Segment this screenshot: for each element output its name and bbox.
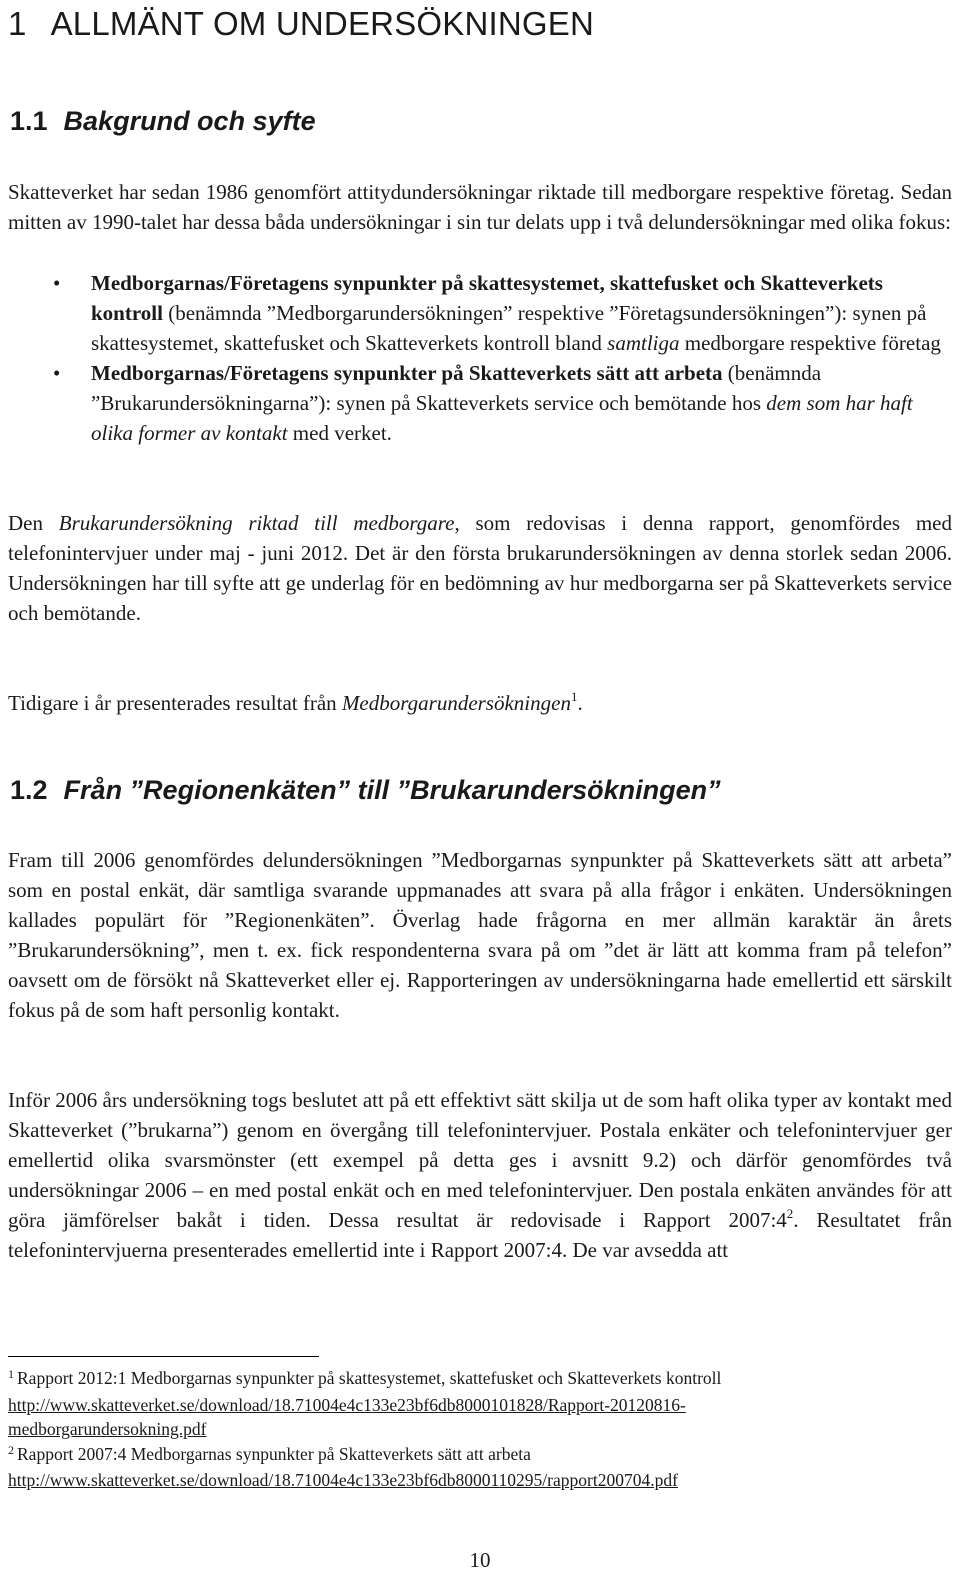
- section-title: Från ”Regionenkäten” till ”Brukarundersökningen”: [63, 775, 721, 805]
- footnote-link-1-cont[interactable]: medborgarundersokning.pdf: [8, 1419, 207, 1439]
- bullet-text-end: med verket.: [287, 421, 392, 445]
- text-run: Tidigare i år presenterades resultat från: [8, 691, 342, 715]
- emphasis: Medborgarundersökningen: [341, 691, 571, 715]
- footnote-mark: 1: [8, 1367, 14, 1381]
- bullet-icon: •: [53, 361, 61, 385]
- footnote-1-link-cont: [8, 1417, 908, 1442]
- section-number: 1.1: [10, 106, 48, 136]
- section-title: Bakgrund och syfte: [63, 106, 316, 136]
- list-item: [0, 268, 952, 358]
- section-heading-bakgrund: [10, 104, 316, 138]
- chapter-title: ALLMÄNT OM UNDERSÖKNINGEN: [50, 5, 595, 42]
- bullet-list: [0, 268, 952, 448]
- footnote-divider: [8, 1356, 319, 1357]
- footnote-ref-2: 2: [786, 1206, 794, 1221]
- paragraph-infor-2006: [8, 1085, 952, 1265]
- paragraph-brukarundersokning: [8, 508, 952, 628]
- footnotes: [8, 1366, 908, 1493]
- footnote-2-link: [8, 1468, 908, 1493]
- chapter-number: 1: [8, 5, 27, 42]
- footnote-title: Rapport 2007:4 Medborgarnas synpunkter på Skatteverkets sätt att arbeta: [17, 1443, 531, 1464]
- bullet-text-end: medborgare respektive företag: [679, 331, 941, 355]
- bullet-bold-lead: Medborgarnas/Företagens synpunkter på skattesystemet, skattefusket och Skatteverkets kontroll: [91, 271, 883, 325]
- footnote-2-text: [8, 1442, 908, 1469]
- footnote-1-link: [8, 1393, 908, 1418]
- footnote-link-2[interactable]: http://www.skatteverket.se/download/18.71004e4c133e23bf6db8000110295/rapport200704.pdf: [8, 1470, 678, 1490]
- text-run: , som redovisas i denna rapport, genomfördes med telefonintervjuer under maj - juni 2012. Det är den första brukarundersökningen av denna storlek sedan 2006. Undersökningen har till syfte att ge underlag för en bedömning av hur medborgarna ser på Skatteverkets service och bemötande.: [8, 511, 952, 625]
- footnote-title: Rapport 2012:1 Medborgarnas synpunkter på skattesystemet, skattefusket och Skatteverkets kontroll: [17, 1368, 722, 1388]
- bullet-emphasis: samtliga: [607, 331, 680, 355]
- text-run: Inför 2006 års undersökning togs beslutet att på ett effektivt sätt skilja ut de som haft olika typer av kontakt med Skatteverket (”brukarna”) genom en övergång till telefonintervjuer. Postala enkäter och telefonintervjuer ger emellertid olika svarsmönster (ett exempel på detta ges i avsnitt 9.2) och därför genomfördes två undersökningar 2006 – en med postal enkät och en med telefonintervjuer. Den postala enkäten användes för att göra jämförelser bakåt i tiden. Dessa resultat är redovisade i Rapport 2007:4: [8, 1088, 952, 1232]
- footnote-1-text: [8, 1366, 908, 1393]
- text-run: Den: [8, 511, 59, 535]
- bullet-bold-lead: Medborgarnas/Företagens synpunkter på Skatteverkets sätt att arbeta: [91, 361, 723, 385]
- bullet-emphasis: dem som har haft olika former av kontakt: [91, 391, 913, 445]
- footnote-mark: 2: [8, 1442, 14, 1457]
- footnote-link-1[interactable]: http://www.skatteverket.se/download/18.71004e4c133e23bf6db8000101828/Rapport-20120816-: [8, 1394, 686, 1415]
- paragraph-tidigare: [8, 688, 952, 718]
- bullet-icon: •: [53, 271, 61, 295]
- emphasis: Brukarundersökning riktad till medborgare: [58, 511, 455, 535]
- paragraph-fram-till-2006: Fram till 2006 genomfördes delundersökningen ”Medborgarnas synpunkter på Skatteverkets sätt att arbeta” som en postal enkät, där samtliga svarande uppmanades att svara på alla frågor i enkäten. Undersökningen kallades populärt för ”Regionenkäten”. Överlag hade frågorna en mer allmän karaktär än årets ”Brukarundersökning”, men t. ex. fick respondenterna svara på om ”det är lätt att komma fram på telefon” oavsett om de försökt nå Skatteverket eller ej. Rapporteringen av undersökningarna hade emellertid ett särskilt fokus på de som haft personlig kontakt.: [8, 848, 952, 1022]
- page-number: 10: [469, 1548, 491, 1572]
- list-item: [0, 358, 952, 448]
- text-run: . Resultatet från telefonintervjuerna presenterades emellertid inte i Rapport 2007:4. De var avsedda att: [8, 1208, 952, 1262]
- bullet-text: (benämnda ”Medborgarundersökningen” respektive ”Företagsundersökningen”): synen på skattesystemet, skattefusket och Skatteverkets kontroll bland: [91, 301, 927, 355]
- section-number: 1.2: [10, 775, 48, 805]
- bullet-text: (benämnda ”Brukarundersökningarna”): synen på Skatteverkets service och bemötande hos: [91, 361, 822, 415]
- section-heading-regionenkaten: [10, 773, 721, 807]
- chapter-heading: [8, 4, 594, 44]
- footnote-ref-1: 1: [570, 689, 578, 704]
- intro-paragraph: Skatteverket har sedan 1986 genomfört attitydundersökningar riktade till medborgare respektive företag. Sedan mitten av 1990-talet har dessa båda undersökningar i sin tur delats upp i två delundersökningar med olika fokus:: [8, 180, 952, 234]
- text-run: .: [577, 691, 583, 715]
